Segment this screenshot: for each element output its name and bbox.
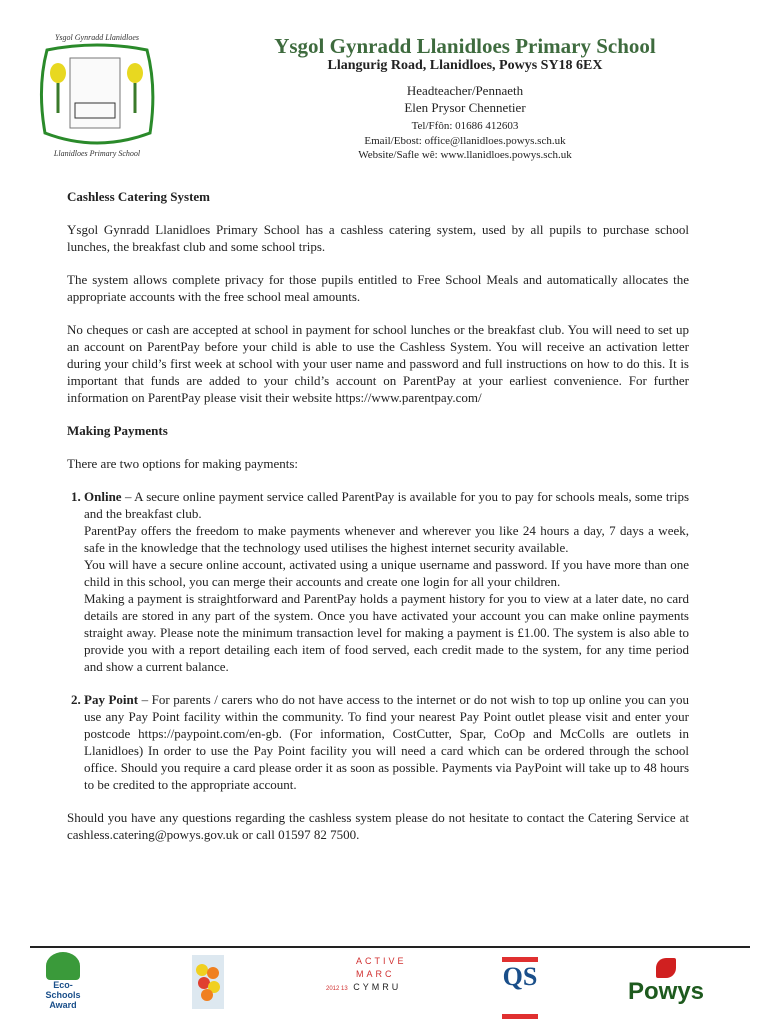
paragraph: Should you have any questions regarding the cashless system please do not hesitate to contact the Catering Service at cashless.catering@powys.gov.uk or call 01597 82 7500. [67, 810, 689, 842]
letter-body [67, 188, 689, 859]
paragraph: The system allows complete privacy for those pupils entitled to Free School Meals and automatically allocates the appropriate accounts with the free school meal amounts. [67, 272, 689, 304]
school-address: Llangurig Road, Llanidloes, Powys SY18 6EX [327, 58, 603, 73]
telephone: Tel/Ffôn: 01686 412603 [411, 120, 519, 132]
active-marc-logo: ACTIVE MARC 2012 13 CYMRU [326, 956, 407, 992]
website: Website/Safle wê: www.llanidloes.powys.sch.uk [358, 149, 572, 161]
email: Email/Ebost: office@llanidloes.powys.sch.uk [364, 135, 566, 147]
headteacher-role: Headteacher/Pennaeth [406, 83, 524, 98]
smiley-award-logo [192, 955, 224, 1009]
option-online: 1. Online – A secure online payment service called ParentPay is available for you to pay for schools meals, some trips and the breakfast club. ParentPay offers the freedom to make payments whenever and wherever you like 24 hours a day, 7 days a week, safe in the knowledge that the technology used utilises the highest internet security available. You will have a secure online account, activated using a unique username and password. If you have more than one child in this school, you can merge their accounts and create one login for all your children. Making a payment is straightforward and ParentPay holds a payment history for you to view at a later date, no card details are stored in any part of the system. Once you have activated your account you can make online payments straight away. Please note the minimum transaction level for making a payment is £1.00. The system is also able to provide you with a report detailing each item of food served, each credit made to the system, for any time period and show a current balance. [84, 488, 689, 675]
quality-standard-logo: QS [502, 957, 538, 1019]
svg-text:Llanidloes Primary School: Llanidloes Primary School [53, 149, 141, 158]
option-pay-point: 2. Pay Point – For parents / carers who do not have access to the internet or do not wish to top up online you can you use any Pay Point facility within the community. To find your nearest Pay Point outlet please visit and enter your postcode https://paypoint.com/en-gb. (For information, CostCutter, Spar, CoOp and McColls are outlets in Llanidloes) In order to use the Pay Point facility you will need a card which can be ordered through the school office. Should you require a card please order it as soon as possible. Payments via PayPoint will take up to 48 hours to be credited to the appropriate account. [84, 691, 689, 793]
school-crest-logo [25, 28, 170, 163]
paragraph: Ysgol Gynradd Llanidloes Primary School has a cashless catering system, used by all pupils to purchase school lunches, the breakfast club and some school trips. [67, 222, 689, 254]
headteacher-name: Elen Prysor Chennetier [404, 100, 526, 115]
paragraph: There are two options for making payments: [67, 456, 299, 471]
heading-making-payments: Making Payments [67, 423, 168, 438]
heading-cashless: Cashless Catering System [67, 189, 210, 204]
svg-text:Ysgol Gynradd Llanidloes: Ysgol Gynradd Llanidloes [54, 33, 140, 42]
school-name: Ysgol Gynradd Llanidloes Primary School [274, 34, 656, 58]
footer-divider [30, 946, 750, 948]
powys-logo: Powys [628, 958, 704, 1006]
eco-schools-logo: Eco-Schools Award [38, 952, 88, 1010]
payment-options-list [67, 488, 689, 793]
paragraph: No cheques or cash are accepted at school in payment for school lunches or the breakfast club. You will need to set up an account on ParentPay before your child is able to use the Cashless System. You will receive an activation letter during your child’s first week at school with your user name and password and full instructions on how to do this. It is important that funds are added to your child’s account on ParentPay at your earliest convenience. For further information on ParentPay please visit their website https://www.parentpay.com/ [67, 322, 689, 405]
